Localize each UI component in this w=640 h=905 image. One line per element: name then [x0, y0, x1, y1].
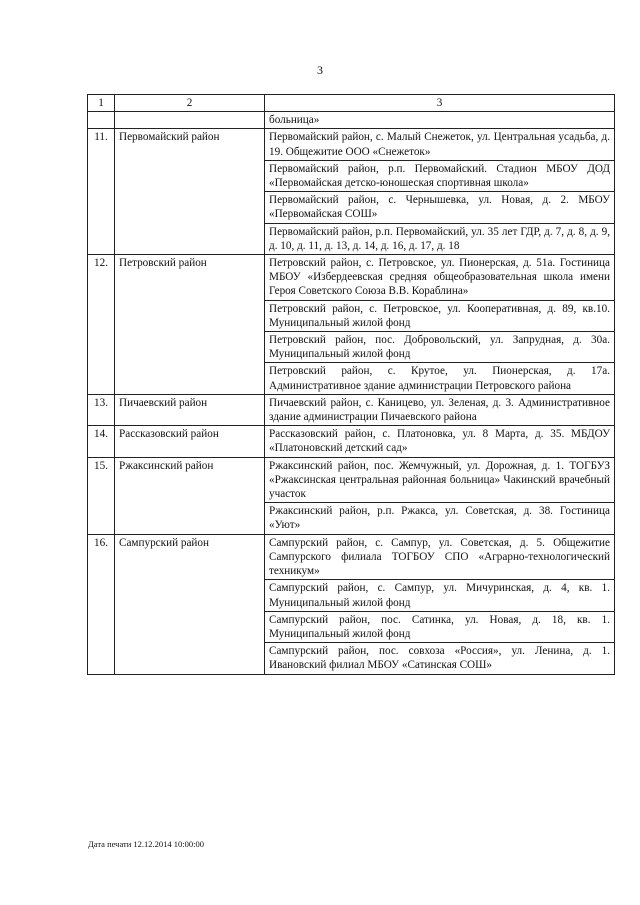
address-cell: Первомайский район, с. Чернышевка, ул. Новая, д. 2. МБОУ «Первомайская СОШ»	[265, 192, 615, 223]
row-number-cell: 14.	[88, 426, 115, 457]
district-cell: Петровский район	[115, 255, 265, 395]
table-header-row	[88, 95, 615, 112]
row-number-cell: 15.	[88, 457, 115, 534]
row-number-cell: 11.	[88, 129, 115, 255]
table-row	[88, 457, 615, 503]
print-date: Дата печати 12.12.2014 10:00:00	[88, 839, 204, 849]
district-cell: Рассказовский район	[115, 426, 265, 457]
district-cell: Сампурский район	[115, 534, 265, 674]
row-number-cell: 12.	[88, 255, 115, 395]
address-cell: Пичаевский район, с. Каницево, ул. Зеленая, д. 3. Административное здание администрации Пичаевского района	[265, 394, 615, 425]
address-cell: Петровский район, с. Крутое, ул. Пионерская, д. 17а. Административное здание администрации Петровского района	[265, 363, 615, 394]
district-cell: Первомайский район	[115, 129, 265, 255]
table-row	[88, 255, 615, 301]
district-cell: Пичаевский район	[115, 394, 265, 425]
table-row	[88, 129, 615, 160]
continuation-address-cell: больница»	[265, 112, 615, 129]
continuation-row	[88, 112, 615, 129]
address-cell: Рассказовский район, с. Платоновка, ул. 8 Марта, д. 35. МБДОУ «Платоновский детский сад»	[265, 426, 615, 457]
row-number-cell: 16.	[88, 534, 115, 674]
continuation-district-cell	[115, 112, 265, 129]
address-cell: Первомайский район, р.п. Первомайский, ул. 35 лет ГДР, д. 7, д. 8, д. 9, д. 10, д. 11, д. 13, д. 14, д. 16, д. 17, д. 18	[265, 223, 615, 254]
address-cell: Ржаксинский район, пос. Жемчужный, ул. Дорожная, д. 1. ТОГБУЗ «Ржаксинская центральная районная больница» Чакинский врачебный участок	[265, 457, 615, 503]
address-cell: Первомайский район, р.п. Первомайский. Стадион МБОУ ДОД «Первомайская детско-юношеская спортивная школа»	[265, 160, 615, 191]
locations-table	[87, 94, 615, 675]
address-cell: Сампурский район, пос. совхоза «Россия», ул. Ленина, д. 1. Ивановский филиал МБОУ «Сатинская СОШ»	[265, 643, 615, 674]
table-row	[88, 534, 615, 580]
address-cell: Петровский район, с. Петровское, ул. Пионерская, д. 51а. Гостиница МБОУ «Избердеевская средняя общеобразовательная школа имени Героя Советского Союза В.В. Кораблина»	[265, 255, 615, 301]
address-cell: Петровский район, с. Петровское, ул. Кооперативная, д. 89, кв.10. Муниципальный жилой фонд	[265, 300, 615, 331]
header-col-2: 2	[115, 95, 265, 112]
page-number: 3	[317, 63, 323, 77]
continuation-num-cell	[88, 112, 115, 129]
address-cell: Сампурский район, пос. Сатинка, ул. Новая, д. 18, кв. 1. Муниципальный жилой фонд	[265, 611, 615, 642]
address-cell: Петровский район, пос. Добровольский, ул. Запрудная, д. 30а. Муниципальный жилой фонд	[265, 332, 615, 363]
address-cell: Сампурский район, с. Сампур, ул. Мичуринская, д. 4, кв. 1. Муниципальный жилой фонд	[265, 580, 615, 611]
row-number-cell: 13.	[88, 394, 115, 425]
header-col-3: 3	[265, 95, 615, 112]
table-row	[88, 426, 615, 457]
district-cell: Ржаксинский район	[115, 457, 265, 534]
address-cell: Ржаксинский район, р.п. Ржакса, ул. Советская, д. 38. Гостиница «Уют»	[265, 503, 615, 534]
address-cell: Сампурский район, с. Сампур, ул. Советская, д. 5. Общежитие Сампурского филиала ТОГБОУ СПО «Аграрно-технологический техникум»	[265, 534, 615, 580]
table-row	[88, 394, 615, 425]
header-col-1: 1	[88, 95, 115, 112]
address-cell: Первомайский район, с. Малый Снежеток, ул. Центральная усадьба, д. 19. Общежитие ООО «Снежеток»	[265, 129, 615, 160]
